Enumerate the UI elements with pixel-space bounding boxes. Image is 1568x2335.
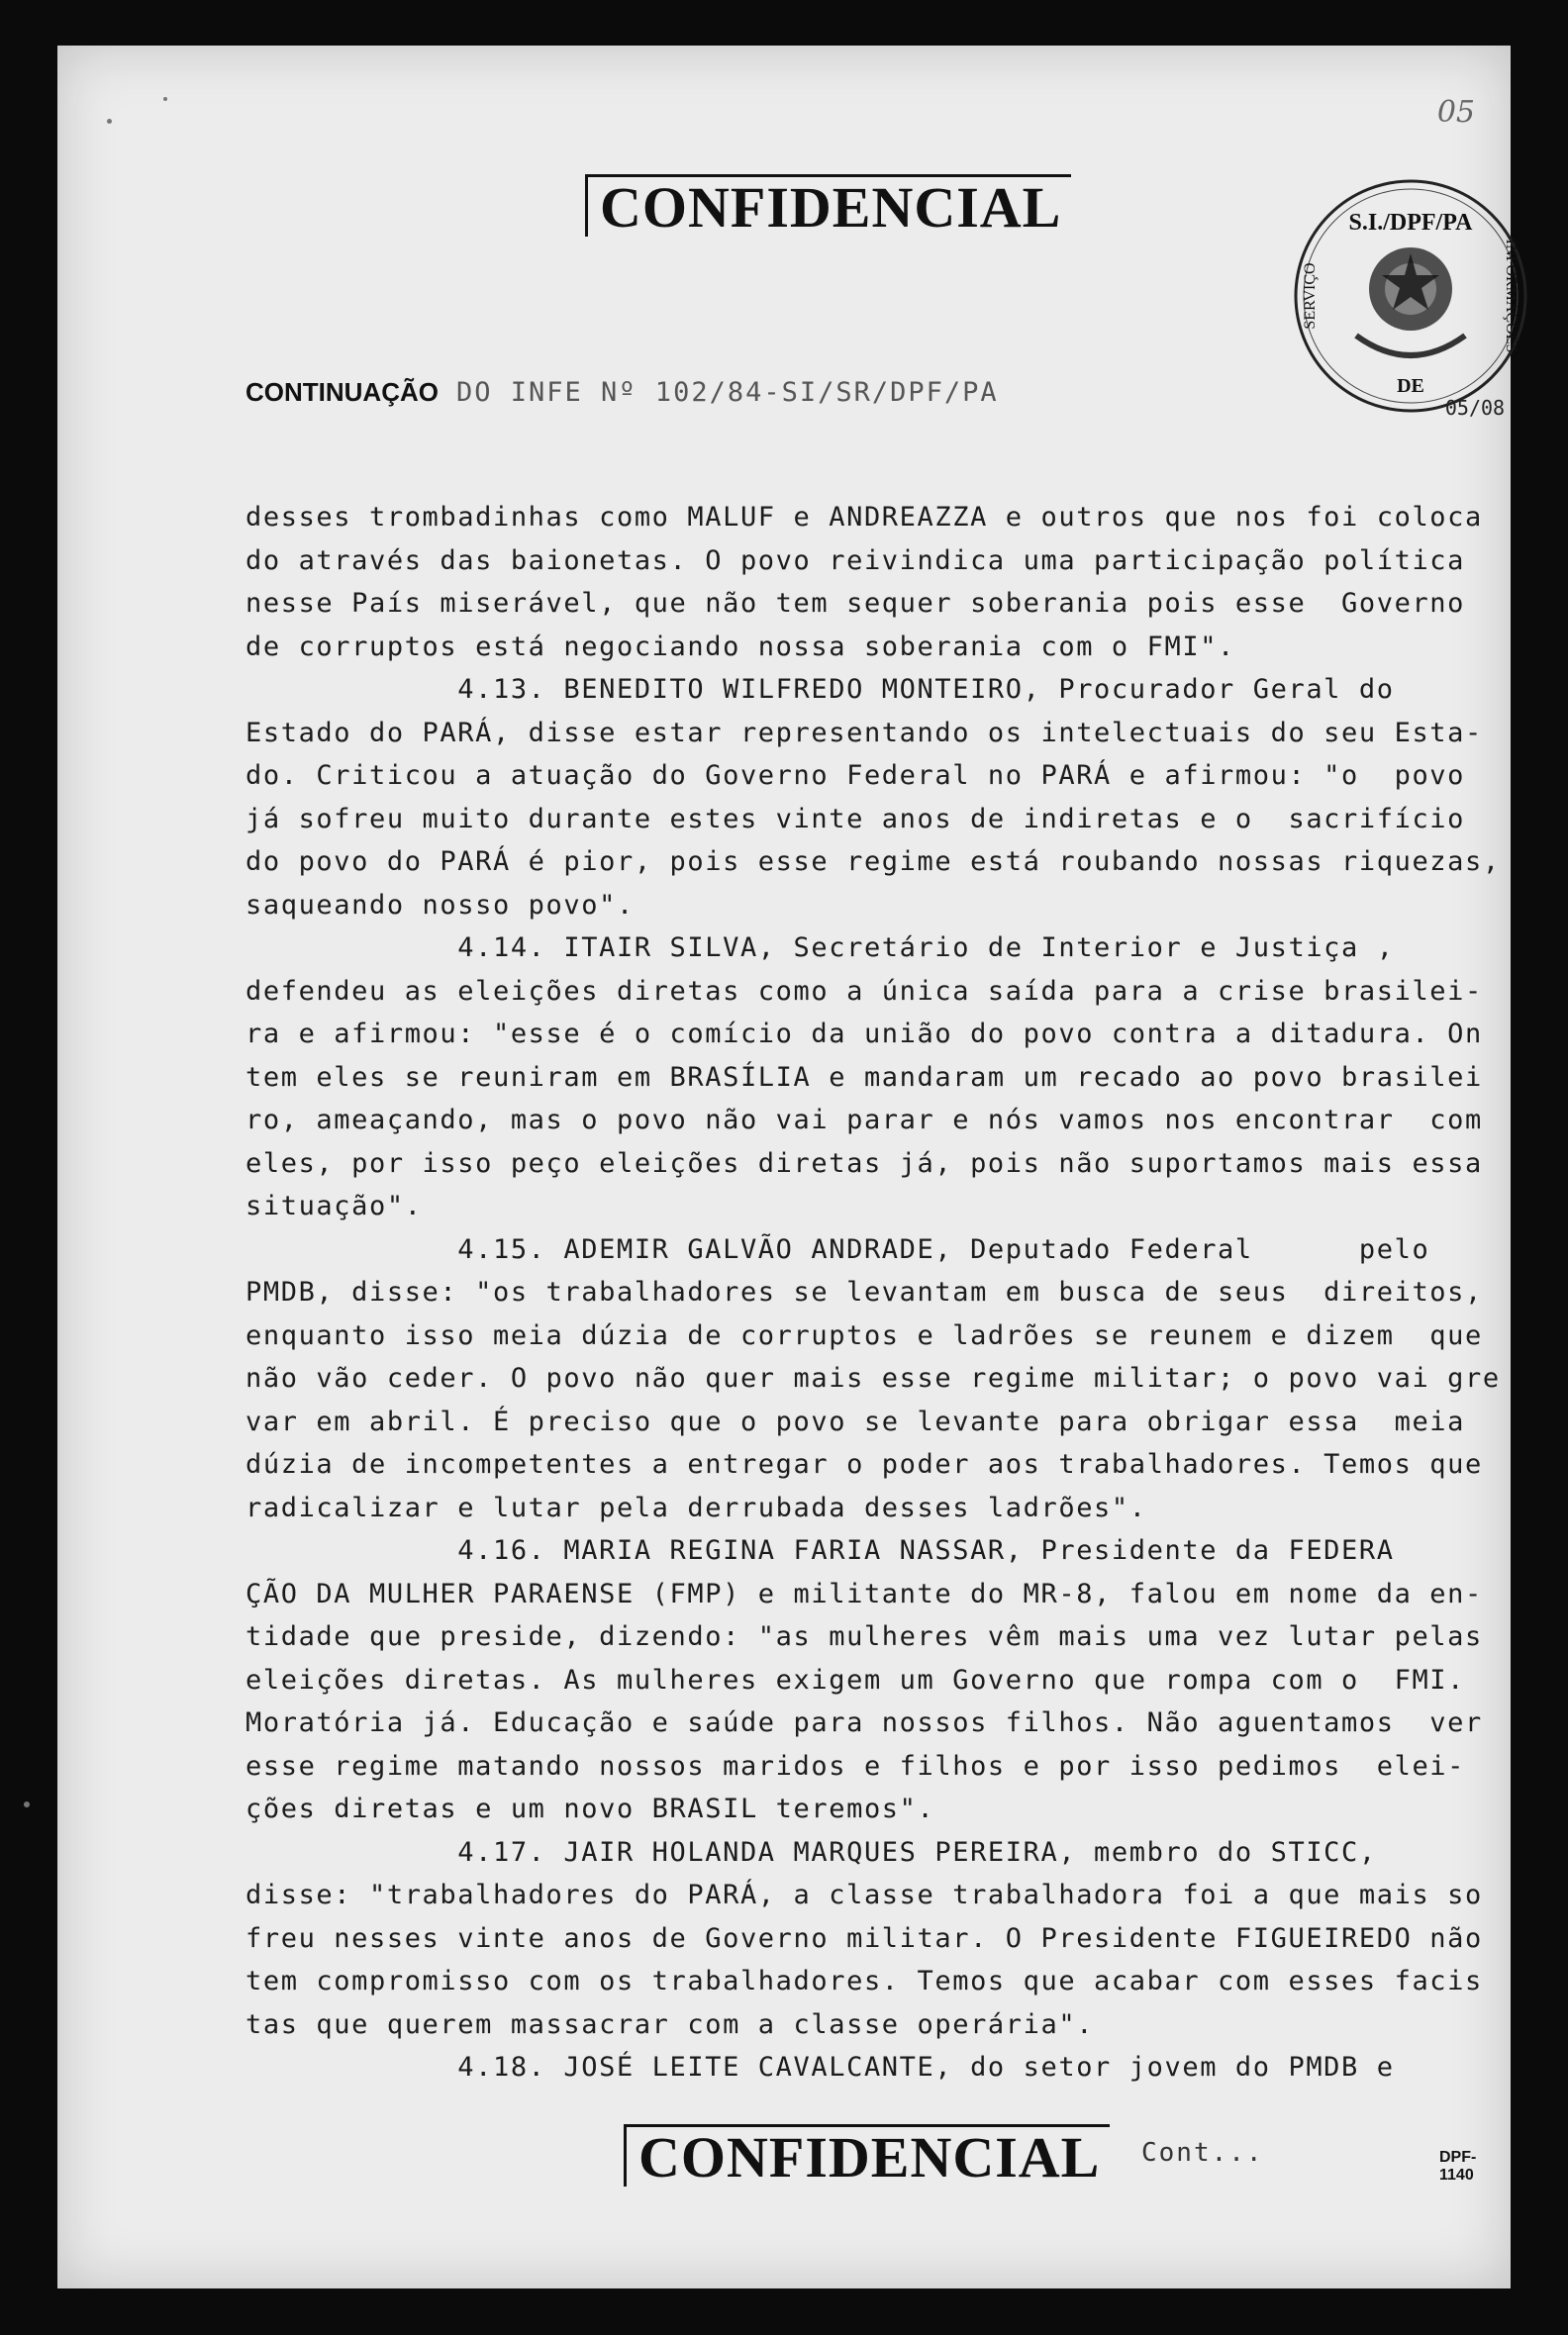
body-line: disse: "trabalhadores do PARÁ, a classe trabalhadora foi a que mais so (245, 1880, 1483, 1910)
seal-text-top: S.I./DPF/PA (1348, 210, 1473, 236)
body-line: nesse País miserável, que não tem sequer soberania pois esse Governo (245, 588, 1466, 619)
body-line: radicalizar e lutar pela derrubada desses ladrões". (245, 1492, 1147, 1523)
continuation-marker: Cont... (1141, 2138, 1264, 2168)
body-line: eles, por isso peço eleições diretas já, pois não suportamos mais essa (245, 1147, 1483, 1179)
body-line: situação". (245, 1191, 423, 1221)
body-line: já sofreu muito durante estes vinte anos de indiretas e o sacrifício (245, 803, 1466, 834)
seal-text-left: SERVIÇO (1302, 262, 1319, 330)
body-line: ÇÃO DA MULHER PARAENSE (FMP) e militante do MR-8, falou em nome da en- (245, 1578, 1483, 1609)
body-line: não vão ceder. O povo não quer mais esse regime militar; o povo vai gre (245, 1363, 1501, 1394)
document-header (245, 377, 999, 408)
body-line: dúzia de incompetentes a entregar o poder aos trabalhadores. Temos que (245, 1449, 1483, 1480)
body-line: Moratória já. Educação e saúde para nossos filhos. Não aguentamos ver (245, 1707, 1483, 1738)
body-line: do. Criticou a atuação do Governo Federal no PARÁ e afirmou: "o povo (245, 760, 1466, 791)
body-line: desses trombadinhas como MALUF e ANDREAZZA e outros que nos foi coloca (245, 502, 1483, 533)
body-line: tas que querem massacrar com a classe operária". (245, 2008, 1095, 2040)
confidencial-stamp-top: CONFIDENCIAL (585, 174, 1071, 237)
body-line: Estado do PARÁ, disse estar representando os intelectuais do seu Esta- (245, 717, 1483, 748)
seal-text-right: INFORMAÇÕES (1503, 239, 1519, 353)
body-line: freu nesses vinte anos de Governo militar. O Presidente FIGUEIREDO não (245, 1922, 1483, 1954)
body-line: do através das baionetas. O povo reivindica uma participação política (245, 544, 1466, 576)
official-seal (1287, 172, 1534, 420)
body-line: PMDB, disse: "os trabalhadores se levantam em busca de seus direitos, (245, 1277, 1483, 1308)
continuation-label: CONTINUAÇÃO (245, 377, 439, 407)
body-line: do povo do PARÁ é pior, pois esse regime está roubando nossas riquezas, (245, 846, 1501, 877)
form-code: DPF-1140 (1439, 2149, 1477, 2184)
page-number: 05 (1436, 95, 1475, 130)
scan-speck (163, 97, 167, 101)
body-line: saqueando nosso povo". (245, 889, 635, 921)
scan-speck (107, 119, 112, 124)
confidencial-stamp-bottom: CONFIDENCIAL (624, 2124, 1110, 2187)
body-line: 4.15. ADEMIR GALVÃO ANDRADE, Deputado Federal pelo (245, 1233, 1430, 1265)
document-reference: DO INFE Nº 102/84-SI/SR/DPF/PA (456, 377, 999, 408)
body-line: eleições diretas. As mulheres exigem um Governo que rompa com o FMI. (245, 1664, 1466, 1696)
body-line: ções diretas e um novo BRASIL teremos". (245, 1794, 935, 1824)
body-line: defendeu as eleições diretas como a única saída para a crise brasilei- (245, 975, 1483, 1007)
body-line: 4.13. BENEDITO WILFREDO MONTEIRO, Procurador Geral do (245, 674, 1395, 705)
body-line: enquanto isso meia dúzia de corruptos e ladrões se reunem e dizem que (245, 1319, 1483, 1351)
body-line: 4.17. JAIR HOLANDA MARQUES PEREIRA, membro do STICC, (245, 1836, 1377, 1868)
seal-graphic (1287, 172, 1534, 420)
body-line: 4.14. ITAIR SILVA, Secretário de Interior e Justiça , (245, 932, 1395, 963)
body-line: tidade que preside, dizendo: "as mulheres vêm mais uma vez lutar pelas (245, 1621, 1483, 1652)
body-line: tem eles se reuniram em BRASÍLIA e mandaram um recado ao povo brasilei (245, 1061, 1483, 1093)
body-line: var em abril. É preciso que o povo se levante para obrigar essa meia (245, 1406, 1466, 1437)
body-line: de corruptos está negociando nossa soberania com o FMI". (245, 631, 1235, 662)
body-line: esse regime matando nossos maridos e filhos e por isso pedimos elei- (245, 1750, 1466, 1782)
body-line: 4.16. MARIA REGINA FARIA NASSAR, Presidente da FEDERA (245, 1535, 1395, 1566)
scan-speck (24, 1801, 30, 1807)
seal-date-fragment: 05/08 (1444, 396, 1506, 420)
body-line: 4.18. JOSÉ LEITE CAVALCANTE, do setor jovem do PMDB e (245, 2052, 1395, 2083)
body-text (245, 496, 1522, 2090)
body-line: ro, ameaçando, mas o povo não vai parar e nós vamos nos encontrar com (245, 1105, 1483, 1135)
document-page (57, 46, 1519, 2288)
seal-text-bottom: DE (1397, 375, 1424, 397)
body-line: tem compromisso com os trabalhadores. Temos que acabar com esses facis (245, 1966, 1483, 1996)
body-line: ra e afirmou: "esse é o comício da união do povo contra a ditadura. On (245, 1019, 1483, 1049)
